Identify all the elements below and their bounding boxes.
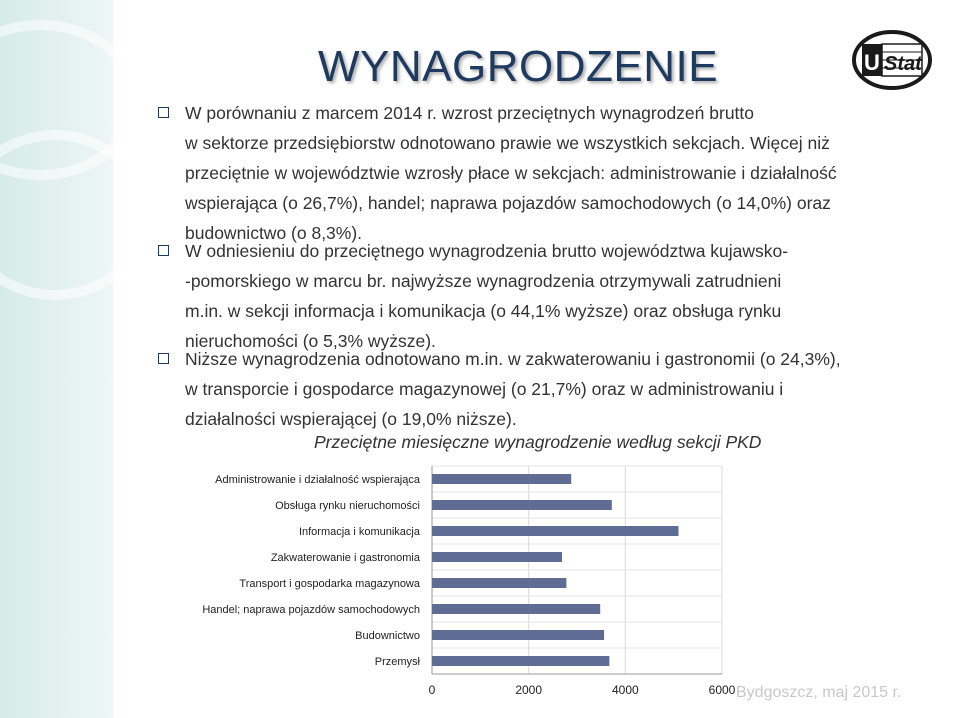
bar bbox=[432, 656, 609, 666]
text-line: -pomorskiego w marcu br. najwyższe wynagrodzenia otrzymywali zatrudnieni bbox=[185, 271, 782, 291]
text-line: Niższe wynagrodzenia odnotowano m.in. w zakwaterowaniu i gastronomii (o 24,3%), bbox=[185, 349, 841, 369]
logo-word-stat: Stat bbox=[884, 53, 922, 75]
checkbox-bullet-icon bbox=[158, 107, 169, 118]
bar bbox=[432, 630, 604, 640]
chart-title: Przeciętne miesięczne wynagrodzenie według sekcji PKD bbox=[314, 432, 762, 452]
bar bbox=[432, 552, 562, 562]
bar bbox=[432, 500, 612, 510]
category-label: Administrowanie i działalność wspierająca bbox=[215, 474, 420, 486]
text-line: budownictwo (o 8,3%). bbox=[185, 223, 363, 243]
text-line: W porównaniu z marcem 2014 r. wzrost przeciętnych wynagrodzeń brutto bbox=[185, 103, 755, 123]
category-label: Budownictwo bbox=[355, 630, 420, 642]
logo-graphic bbox=[852, 30, 932, 90]
page-title: WYNAGRODZENIE bbox=[318, 42, 719, 91]
bullet-text bbox=[185, 344, 925, 434]
category-label: Transport i gospodarka magazynowa bbox=[239, 578, 420, 590]
category-label: Informacja i komunikacja bbox=[298, 526, 420, 538]
bullet-text bbox=[185, 98, 925, 248]
text-line: wspierająca (o 26,7%), handel; naprawa pojazdów samochodowych (o 14,0%) oraz bbox=[185, 193, 831, 213]
text-line: m.in. w sekcji informacja i komunikacja (o 44,1% wyższe) oraz obsługa rynku bbox=[185, 301, 782, 321]
bar bbox=[432, 474, 571, 484]
bullet-text bbox=[185, 236, 925, 356]
bar bbox=[432, 578, 566, 588]
logo-letter-u: U bbox=[864, 50, 880, 75]
text-line: W odniesieniu do przeciętnego wynagrodzenia brutto województwa kujawsko- bbox=[185, 241, 789, 261]
x-tick-label: 0 bbox=[428, 683, 436, 697]
checkbox-bullet-icon bbox=[158, 245, 169, 256]
decor-ring-bottom bbox=[0, 130, 150, 300]
checkbox-bullet-icon bbox=[158, 353, 169, 364]
side-decoration bbox=[0, 0, 113, 718]
bar bbox=[432, 526, 679, 536]
category-label: Handel; naprawa pojazdów samochodowych bbox=[202, 604, 420, 616]
x-tick-label: 4000 bbox=[611, 683, 639, 697]
x-tick-label: 6000 bbox=[708, 683, 736, 697]
category-label: Zakwaterowanie i gastronomia bbox=[270, 552, 420, 564]
category-label: Obsługa rynku nieruchomości bbox=[275, 500, 420, 512]
x-tick-label: 2000 bbox=[515, 683, 543, 697]
footer-location-date: Bydgoszcz, maj 2015 r. bbox=[736, 684, 902, 701]
category-label: Przemysł bbox=[374, 656, 420, 668]
text-line: w sektorze przedsiębiorstw odnotowano prawie we wszystkich sekcjach. Więcej niż bbox=[185, 133, 830, 153]
bar bbox=[432, 604, 600, 614]
text-line: w transporcie i gospodarce magazynowej (o 21,7%) oraz w administrowaniu i bbox=[185, 379, 784, 399]
text-line: działalności wspierającej (o 19,0% niższe). bbox=[185, 409, 517, 429]
text-line: nieruchomości (o 5,3% wyższe). bbox=[185, 331, 436, 351]
text-line: przeciętnie w województwie wzrosły płace w sekcjach: administrowanie i działalność bbox=[185, 163, 837, 183]
ustat-logo bbox=[852, 30, 932, 90]
